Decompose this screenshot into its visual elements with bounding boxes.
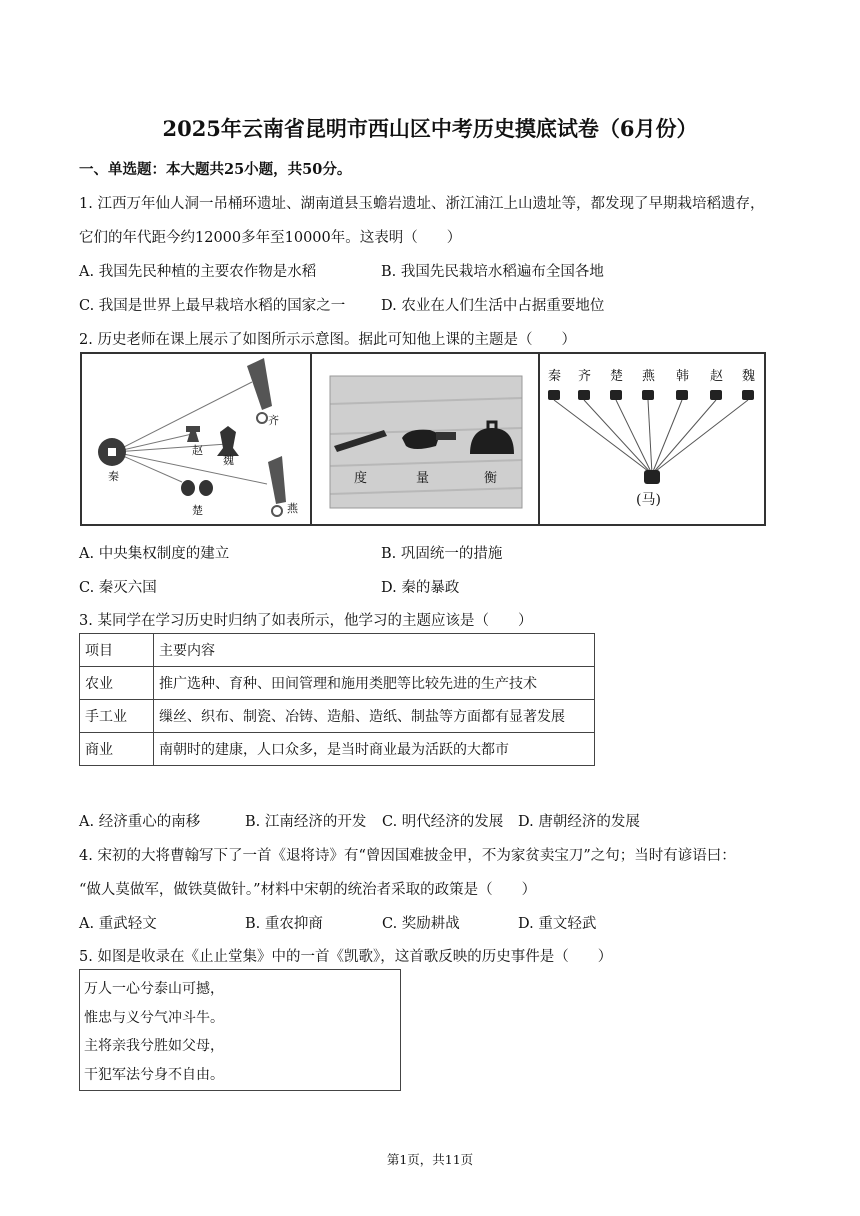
q3-table: [79, 633, 595, 766]
state-chu: 楚: [610, 369, 624, 384]
q1-option-c[interactable]: C. 我国是世界上最早栽培水稻的国家之一: [79, 298, 346, 314]
label-ma: (马): [636, 492, 661, 508]
table-cell: 农业: [80, 667, 154, 700]
script-diagram-panel: [538, 354, 766, 524]
coin-diagram: [82, 354, 310, 524]
page-footer: 第1页，共11页: [386, 1152, 474, 1167]
table-cell: 商业: [80, 733, 154, 766]
state-han: 韩: [676, 369, 690, 384]
table-row: [80, 634, 595, 667]
table-cell: 手工业: [80, 700, 154, 733]
label-zhao: 赵: [192, 444, 203, 457]
label-yan: 燕: [287, 502, 298, 515]
q1-stem-line2: 它们的年代距今约12000多年至10000年。这表明（ ）: [79, 230, 462, 246]
page-title: 2025年云南省昆明市西山区中考历史摸底试卷（6月份）: [162, 116, 698, 141]
ancient-ma-glyphs: [548, 390, 754, 400]
label-qi: 齐: [268, 414, 279, 427]
label-qin: 秦: [108, 470, 119, 483]
state-yan: 燕: [642, 369, 656, 384]
state-qi: 齐: [578, 369, 592, 384]
script-diagram: [540, 354, 766, 524]
q2-option-d[interactable]: D. 秦的暴政: [381, 580, 460, 596]
q4-option-c[interactable]: C. 奖励耕战: [382, 916, 460, 932]
q4-stem-line2: “做人莫做军，做铁莫做针。”材料中宋朝的统治者采取的政策是（ ）: [79, 882, 537, 898]
q1-option-d[interactable]: D. 农业在人们生活中占据重要地位: [381, 298, 605, 314]
table-cell: 项目: [80, 634, 154, 667]
q4-stem-line1: 4. 宋初的大将曹翰写下了一首《退将诗》有“曾因国难披金甲，不为家贫卖宝刀”之句；当时有谚语曰：: [79, 848, 736, 864]
poem-line: 干犯军法兮身不自由。: [84, 1066, 224, 1083]
table-cell: 主要内容: [154, 634, 595, 667]
table-cell: 南朝时的建康，人口众多，是当时商业最为活跃的大都市: [154, 733, 595, 766]
q3-option-c[interactable]: C. 明代经济的发展: [382, 814, 504, 830]
state-qin: 秦: [548, 369, 562, 384]
measures-photo-panel: [310, 354, 538, 524]
table-cell: 推广选种、育种、田间管理和施用类肥等比较先进的生产技术: [154, 667, 595, 700]
section-heading: 一、单选题：本大题共25小题，共50分。: [79, 161, 352, 178]
q2-option-b[interactable]: B. 巩固统一的措施: [381, 546, 503, 562]
q1-option-b[interactable]: B. 我国先民栽培水稻遍布全国各地: [381, 264, 604, 280]
q5-poem-box: [79, 969, 401, 1091]
label-wei: 魏: [223, 454, 234, 467]
state-wei: 魏: [742, 369, 756, 384]
table-cell: 缫丝、织布、制瓷、冶铸、造船、造纸、制盐等方面都有显著发展: [154, 700, 595, 733]
q3-stem: 3. 某同学在学习历史时归纳了如表所示，他学习的主题应该是（ ）: [79, 613, 533, 629]
label-du: 度: [354, 471, 368, 486]
label-liang: 量: [416, 471, 430, 486]
q4-option-d[interactable]: D. 重文轻武: [518, 916, 597, 932]
q2-option-c[interactable]: C. 秦灭六国: [79, 580, 157, 596]
xiaozhuan-ma-glyph-icon: [644, 470, 660, 484]
label-heng: 衡: [484, 471, 498, 486]
q2-figure: [80, 352, 766, 526]
poem-line: 主将亲我兮胜如父母，: [84, 1038, 224, 1054]
measures-photo: [312, 354, 538, 524]
q2-stem: 2. 历史老师在课上展示了如图所示示意图。据此可知他上课的主题是（ ）: [79, 332, 576, 348]
antnose-coin-chu-icon: [181, 480, 195, 496]
q5-stem: 5. 如图是收录在《止止堂集》中的一首《凯歌》，这首歌反映的历史事件是（ ）: [79, 949, 613, 965]
knife-coin-yan-icon: [268, 456, 286, 504]
spade-coin-zhao-icon: [186, 426, 200, 442]
q4-option-a[interactable]: A. 重武轻文: [79, 916, 157, 932]
q1-stem-line1: 1. 江西万年仙人洞一吊桶环遗址、湖南道县玉蟾岩遗址、浙江浦江上山遗址等，都发现了早期栽培稻遗存，: [79, 196, 765, 212]
q3-option-d[interactable]: D. 唐朝经济的发展: [518, 814, 640, 830]
q3-option-b[interactable]: B. 江南经济的开发: [245, 814, 367, 830]
table-row: [80, 667, 595, 700]
q1-option-a[interactable]: A. 我国先民种植的主要农作物是水稻: [79, 264, 317, 280]
poem-line: 万人一心兮泰山可撼，: [84, 981, 224, 997]
poem-line: 惟忠与义兮气冲斗牛。: [84, 1009, 224, 1026]
q3-option-a[interactable]: A. 经济重心的南移: [79, 814, 201, 830]
label-chu: 楚: [192, 504, 203, 517]
table-row: [80, 700, 595, 733]
state-zhao: 赵: [710, 369, 724, 384]
q2-option-a[interactable]: A. 中央集权制度的建立: [79, 546, 230, 562]
table-row: [80, 733, 595, 766]
coin-diagram-panel: [82, 354, 310, 524]
knife-coin-qi-icon: [247, 358, 272, 410]
spade-coin-wei-icon: [217, 426, 239, 456]
q4-option-b[interactable]: B. 重农抑商: [245, 916, 323, 932]
